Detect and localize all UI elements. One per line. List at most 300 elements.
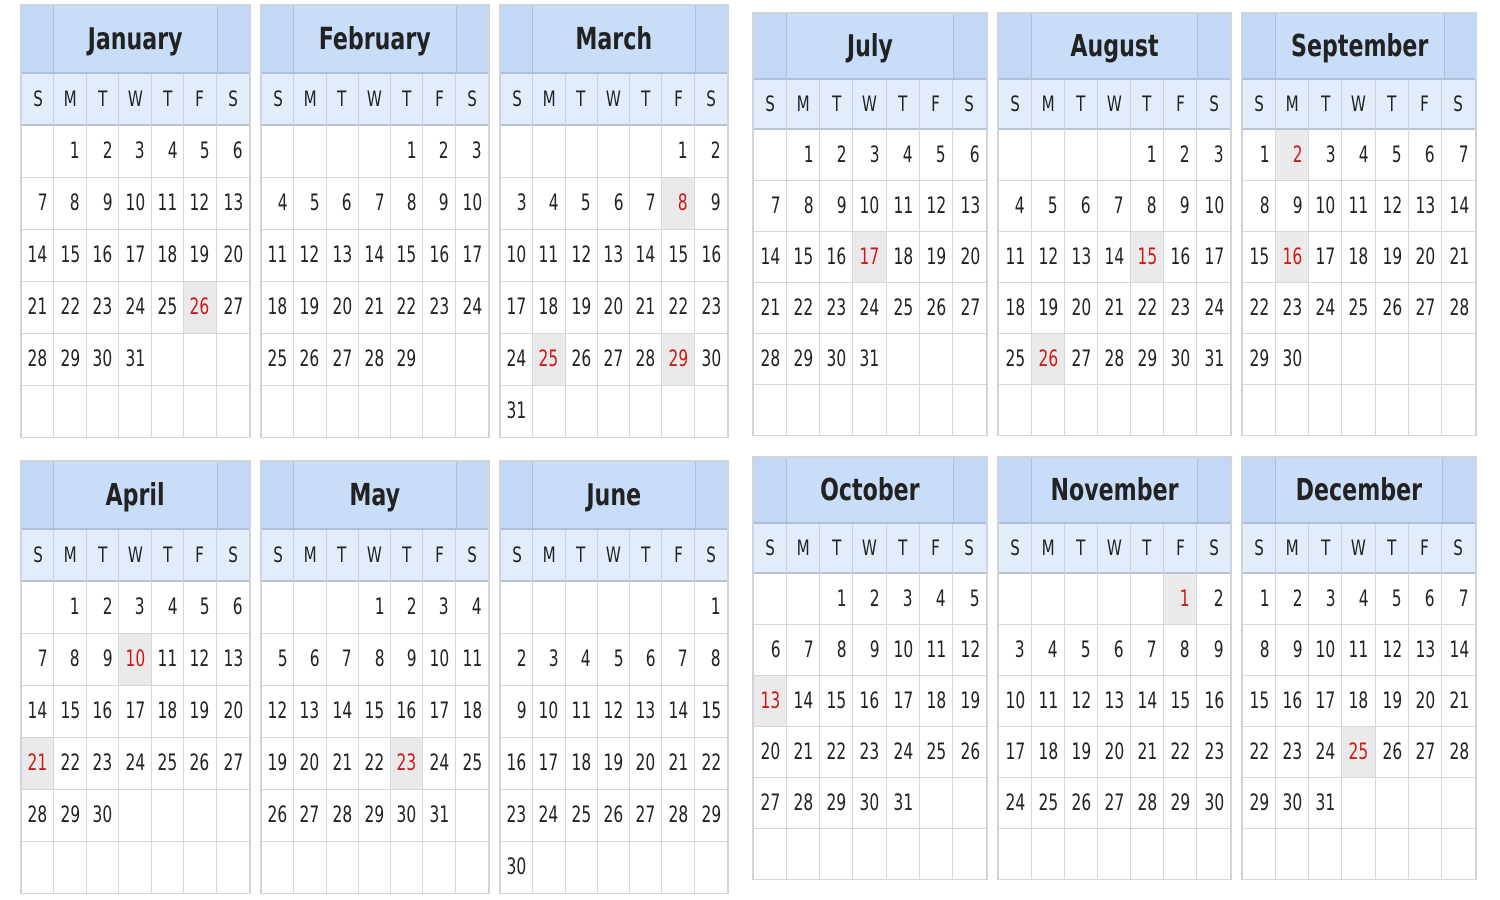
day-cell	[1276, 625, 1309, 676]
day-cell	[1376, 130, 1409, 181]
day-cell	[754, 283, 787, 334]
day-cell	[1376, 676, 1409, 727]
day-cell	[1243, 283, 1276, 334]
day-number: 1	[70, 595, 80, 620]
day-grid	[262, 74, 488, 438]
day-number: 17	[462, 243, 482, 268]
empty-day-cell	[820, 829, 853, 880]
day-grid	[22, 530, 249, 894]
empty-day-cell	[999, 574, 1032, 625]
day-cell	[1197, 778, 1230, 829]
day-cell	[598, 334, 630, 386]
month-september	[1241, 12, 1477, 436]
day-cell	[359, 178, 391, 230]
empty-day-cell	[754, 829, 787, 880]
day-cell	[1197, 625, 1230, 676]
weekday-header	[456, 74, 488, 126]
weekday-header	[1098, 80, 1131, 130]
day-cell	[456, 686, 488, 738]
day-number: 7	[1459, 586, 1469, 612]
day-number: 11	[1348, 193, 1369, 219]
day-number: 20	[960, 244, 980, 270]
month-july	[752, 12, 988, 436]
empty-day-cell	[294, 582, 326, 634]
day-number: 24	[1315, 295, 1336, 321]
day-cell	[1164, 232, 1197, 283]
weekday-header	[820, 80, 853, 130]
day-cell	[853, 574, 886, 625]
day-cell	[1164, 334, 1197, 385]
day-cell	[423, 686, 455, 738]
day-number: 28	[793, 790, 814, 816]
empty-day-cell	[1032, 829, 1065, 880]
empty-day-cell	[1409, 334, 1442, 385]
weekday-label: T	[1076, 92, 1086, 116]
day-number: 30	[1170, 346, 1190, 372]
day-cell	[1032, 232, 1065, 283]
day-number: 6	[970, 142, 980, 168]
weekday-label: F	[673, 543, 683, 567]
day-number: 19	[1382, 244, 1402, 270]
empty-day-cell	[1098, 385, 1131, 436]
day-number: 23	[396, 751, 417, 776]
day-cell	[999, 778, 1032, 829]
weekday-label: T	[337, 87, 347, 111]
day-number: 10	[1315, 637, 1336, 663]
empty-day-cell	[566, 386, 598, 438]
day-number: 2	[1214, 586, 1224, 612]
day-number: 7	[1459, 142, 1469, 168]
empty-day-cell	[54, 386, 86, 438]
day-cell	[1276, 334, 1309, 385]
day-number: 1	[1147, 142, 1157, 168]
day-number: 19	[1382, 688, 1402, 714]
day-number: 25	[157, 295, 178, 320]
empty-day-cell	[152, 334, 184, 386]
day-grid	[999, 80, 1230, 436]
day-number: 10	[1315, 193, 1336, 219]
day-number: 3	[548, 647, 559, 672]
day-cell	[87, 790, 119, 842]
weekday-header	[999, 80, 1032, 130]
empty-day-cell	[1243, 385, 1276, 436]
day-number: 31	[893, 790, 913, 816]
day-cell	[787, 181, 820, 232]
day-number: 25	[462, 751, 482, 776]
empty-day-cell	[327, 126, 359, 178]
day-number: 5	[936, 142, 946, 168]
empty-day-cell	[262, 582, 294, 634]
day-number: 13	[635, 699, 656, 724]
day-number: 1	[711, 595, 721, 620]
day-number: 4	[548, 191, 559, 216]
day-cell	[1409, 283, 1442, 334]
day-number: 11	[538, 243, 559, 268]
day-number: 4	[581, 647, 591, 672]
day-cell	[1276, 676, 1309, 727]
day-number: 24	[893, 739, 913, 765]
day-number: 26	[267, 803, 288, 828]
day-number: 6	[342, 191, 352, 216]
day-cell	[598, 686, 630, 738]
day-cell	[953, 574, 986, 625]
empty-day-cell	[1409, 829, 1442, 880]
weekday-header	[1376, 524, 1409, 574]
empty-day-cell	[119, 386, 151, 438]
day-number: 24	[125, 751, 145, 776]
weekday-header	[662, 530, 694, 582]
day-number: 11	[1038, 688, 1058, 714]
day-cell	[54, 634, 86, 686]
weekday-label: S	[272, 543, 283, 567]
day-cell	[391, 230, 423, 282]
day-number: 11	[893, 193, 913, 219]
weekday-label: T	[641, 87, 651, 111]
day-cell	[920, 676, 953, 727]
day-cell	[853, 625, 886, 676]
day-number: 28	[1449, 739, 1469, 765]
day-number: 15	[826, 688, 847, 714]
day-grid	[1243, 524, 1475, 880]
weekday-header	[695, 530, 727, 582]
day-number: 23	[429, 295, 449, 320]
weekday-label: T	[1076, 536, 1086, 560]
weekday-header	[119, 74, 151, 126]
day-cell	[533, 738, 565, 790]
day-grid	[999, 524, 1230, 880]
day-cell	[1098, 727, 1131, 778]
day-number: 3	[869, 142, 880, 168]
day-number: 15	[396, 243, 417, 268]
holiday-day-cell	[119, 634, 151, 686]
day-cell	[391, 282, 423, 334]
weekday-label: S	[1208, 92, 1219, 116]
weekday-header	[1065, 80, 1098, 130]
empty-day-cell	[217, 842, 249, 894]
day-cell	[1409, 625, 1442, 676]
day-number: 7	[645, 191, 656, 216]
month-may	[260, 460, 490, 894]
day-number: 26	[299, 347, 320, 372]
weekday-header	[456, 530, 488, 582]
header-side-cell	[1197, 458, 1230, 522]
weekday-label: T	[1387, 92, 1397, 116]
day-number: 11	[571, 699, 591, 724]
day-number: 2	[406, 595, 417, 620]
day-cell	[119, 334, 151, 386]
day-number: 17	[125, 699, 145, 724]
day-number: 18	[157, 699, 178, 724]
month-header	[262, 6, 488, 74]
day-number: 14	[1449, 637, 1469, 663]
holiday-day-cell	[1342, 727, 1375, 778]
weekday-header	[1197, 524, 1230, 574]
empty-day-cell	[662, 386, 694, 438]
day-number: 27	[760, 790, 781, 816]
day-cell	[1164, 625, 1197, 676]
empty-day-cell	[456, 386, 488, 438]
day-number: 24	[429, 751, 449, 776]
day-number: 16	[506, 751, 527, 776]
empty-day-cell	[820, 385, 853, 436]
empty-day-cell	[787, 385, 820, 436]
empty-day-cell	[920, 385, 953, 436]
day-cell	[853, 181, 886, 232]
day-cell	[294, 178, 326, 230]
weekday-header	[262, 530, 294, 582]
weekday-label: S	[1010, 92, 1020, 116]
weekday-header	[262, 74, 294, 126]
empty-day-cell	[501, 582, 533, 634]
day-cell	[294, 738, 326, 790]
day-cell	[1065, 676, 1098, 727]
day-cell	[566, 334, 598, 386]
day-number: 10	[859, 193, 880, 219]
day-cell	[1065, 778, 1098, 829]
empty-day-cell	[1164, 385, 1197, 436]
day-number: 30	[1204, 790, 1224, 816]
day-number: 9	[1292, 637, 1303, 663]
day-number: 22	[1249, 295, 1270, 321]
weekday-header	[391, 74, 423, 126]
day-number: 21	[635, 295, 656, 320]
header-side-cell	[262, 6, 294, 72]
day-number: 5	[613, 647, 624, 672]
month-header	[1243, 458, 1475, 524]
day-number: 3	[516, 191, 527, 216]
day-cell	[327, 790, 359, 842]
day-cell	[853, 283, 886, 334]
day-number: 16	[429, 243, 449, 268]
holiday-day-cell	[1131, 232, 1164, 283]
day-cell	[853, 778, 886, 829]
weekday-label: S	[1254, 536, 1264, 560]
day-cell	[630, 686, 662, 738]
header-side-cell	[1197, 14, 1230, 78]
day-number: 24	[1315, 739, 1336, 765]
month-title: June	[586, 477, 642, 513]
weekday-label: S	[765, 92, 775, 116]
day-cell	[359, 230, 391, 282]
day-cell	[1098, 625, 1131, 676]
day-cell	[630, 634, 662, 686]
day-number: 3	[134, 139, 145, 164]
weekday-header	[695, 74, 727, 126]
day-cell	[953, 625, 986, 676]
day-cell	[695, 334, 727, 386]
day-cell	[501, 738, 533, 790]
day-number: 2	[102, 595, 113, 620]
day-number: 21	[1137, 739, 1157, 765]
weekday-header	[1098, 524, 1131, 574]
day-cell	[754, 181, 787, 232]
day-number: 19	[926, 244, 946, 270]
day-cell	[1098, 232, 1131, 283]
weekday-header	[598, 74, 630, 126]
day-number: 31	[859, 346, 880, 372]
empty-day-cell	[359, 842, 391, 894]
month-title: August	[1070, 28, 1159, 64]
empty-day-cell	[1032, 385, 1065, 436]
day-cell	[1243, 778, 1276, 829]
empty-day-cell	[999, 829, 1032, 880]
day-number: 29	[1249, 346, 1270, 372]
weekday-label: T	[831, 92, 841, 116]
weekday-header	[566, 74, 598, 126]
month-header	[754, 458, 986, 524]
weekday-label: T	[1142, 92, 1152, 116]
day-number: 29	[60, 803, 80, 828]
day-cell	[423, 178, 455, 230]
weekday-header	[327, 530, 359, 582]
day-number: 2	[1292, 142, 1303, 168]
day-number: 8	[1180, 637, 1190, 663]
weekday-header	[22, 530, 54, 582]
header-side-cell	[456, 462, 488, 528]
day-cell	[54, 126, 86, 178]
day-number: 13	[1104, 688, 1124, 714]
day-number: 22	[826, 739, 847, 765]
weekday-header	[152, 530, 184, 582]
day-cell	[566, 230, 598, 282]
day-grid	[262, 530, 488, 894]
header-side-cell	[262, 462, 294, 528]
day-number: 18	[538, 295, 559, 320]
day-cell	[391, 686, 423, 738]
empty-day-cell	[920, 829, 953, 880]
day-cell	[1342, 676, 1375, 727]
empty-day-cell	[920, 334, 953, 385]
day-number: 6	[1081, 193, 1091, 219]
day-cell	[662, 230, 694, 282]
day-cell	[327, 634, 359, 686]
day-cell	[853, 727, 886, 778]
day-number: 3	[438, 595, 449, 620]
header-side-cell	[953, 14, 986, 78]
day-number: 25	[1348, 295, 1369, 321]
empty-day-cell	[598, 386, 630, 438]
day-cell	[1032, 283, 1065, 334]
day-cell	[1409, 676, 1442, 727]
day-number: 22	[668, 295, 688, 320]
day-cell	[1197, 676, 1230, 727]
day-cell	[501, 790, 533, 842]
day-number: 9	[516, 699, 527, 724]
holiday-day-cell	[853, 232, 886, 283]
day-number: 10	[506, 243, 527, 268]
weekday-label: F	[195, 543, 205, 567]
day-number: 21	[668, 751, 688, 776]
day-number: 23	[92, 295, 113, 320]
holiday-day-cell	[22, 738, 54, 790]
day-cell	[1442, 130, 1475, 181]
weekday-header	[598, 530, 630, 582]
day-number: 27	[1415, 295, 1435, 321]
day-number: 31	[429, 803, 449, 828]
day-number: 31	[1204, 346, 1224, 372]
day-cell	[54, 686, 86, 738]
weekday-label: S	[706, 87, 716, 111]
day-cell	[887, 574, 920, 625]
day-number: 20	[760, 739, 781, 765]
day-number: 16	[1282, 244, 1303, 270]
weekday-header	[1409, 524, 1442, 574]
weekday-header	[920, 80, 953, 130]
day-number: 29	[826, 790, 847, 816]
day-cell	[327, 178, 359, 230]
day-cell	[87, 178, 119, 230]
day-number: 15	[1249, 688, 1270, 714]
day-cell	[630, 738, 662, 790]
weekday-label: S	[227, 543, 238, 567]
month-february	[260, 4, 490, 438]
day-cell	[695, 582, 727, 634]
day-cell	[787, 232, 820, 283]
day-cell	[294, 790, 326, 842]
month-title: March	[575, 21, 653, 57]
day-cell	[262, 686, 294, 738]
weekday-label: T	[1320, 536, 1330, 560]
day-number: 9	[1292, 193, 1303, 219]
day-number: 26	[189, 295, 210, 320]
day-number: 10	[462, 191, 482, 216]
weekday-label: S	[272, 87, 283, 111]
day-number: 1	[1180, 586, 1190, 612]
day-cell	[22, 178, 54, 230]
day-number: 23	[1170, 295, 1190, 321]
weekday-header	[1342, 80, 1375, 130]
weekday-header	[1032, 80, 1065, 130]
day-cell	[501, 282, 533, 334]
day-number: 21	[1104, 295, 1124, 321]
empty-day-cell	[566, 582, 598, 634]
day-number: 9	[1180, 193, 1190, 219]
day-cell	[359, 738, 391, 790]
day-cell	[359, 334, 391, 386]
header-side-cell	[999, 14, 1032, 78]
day-number: 20	[223, 243, 243, 268]
day-cell	[1131, 130, 1164, 181]
day-cell	[87, 230, 119, 282]
day-cell	[820, 574, 853, 625]
day-cell	[423, 582, 455, 634]
day-number: 22	[396, 295, 417, 320]
day-cell	[1442, 574, 1475, 625]
day-cell	[152, 178, 184, 230]
day-number: 8	[803, 193, 814, 219]
day-number: 13	[760, 688, 781, 714]
day-number: 13	[223, 191, 243, 216]
empty-day-cell	[695, 386, 727, 438]
day-cell	[1243, 232, 1276, 283]
day-number: 6	[770, 637, 781, 663]
day-cell	[1131, 676, 1164, 727]
day-number: 17	[1315, 688, 1336, 714]
empty-day-cell	[391, 842, 423, 894]
day-number: 21	[27, 295, 48, 320]
day-number: 1	[374, 595, 385, 620]
weekday-label: T	[162, 87, 173, 111]
day-cell	[598, 282, 630, 334]
day-cell	[184, 738, 216, 790]
day-cell	[630, 230, 662, 282]
day-number: 12	[926, 193, 946, 219]
day-cell	[662, 634, 694, 686]
day-cell	[391, 582, 423, 634]
weekday-header	[566, 530, 598, 582]
day-cell	[1197, 574, 1230, 625]
holiday-day-cell	[533, 334, 565, 386]
